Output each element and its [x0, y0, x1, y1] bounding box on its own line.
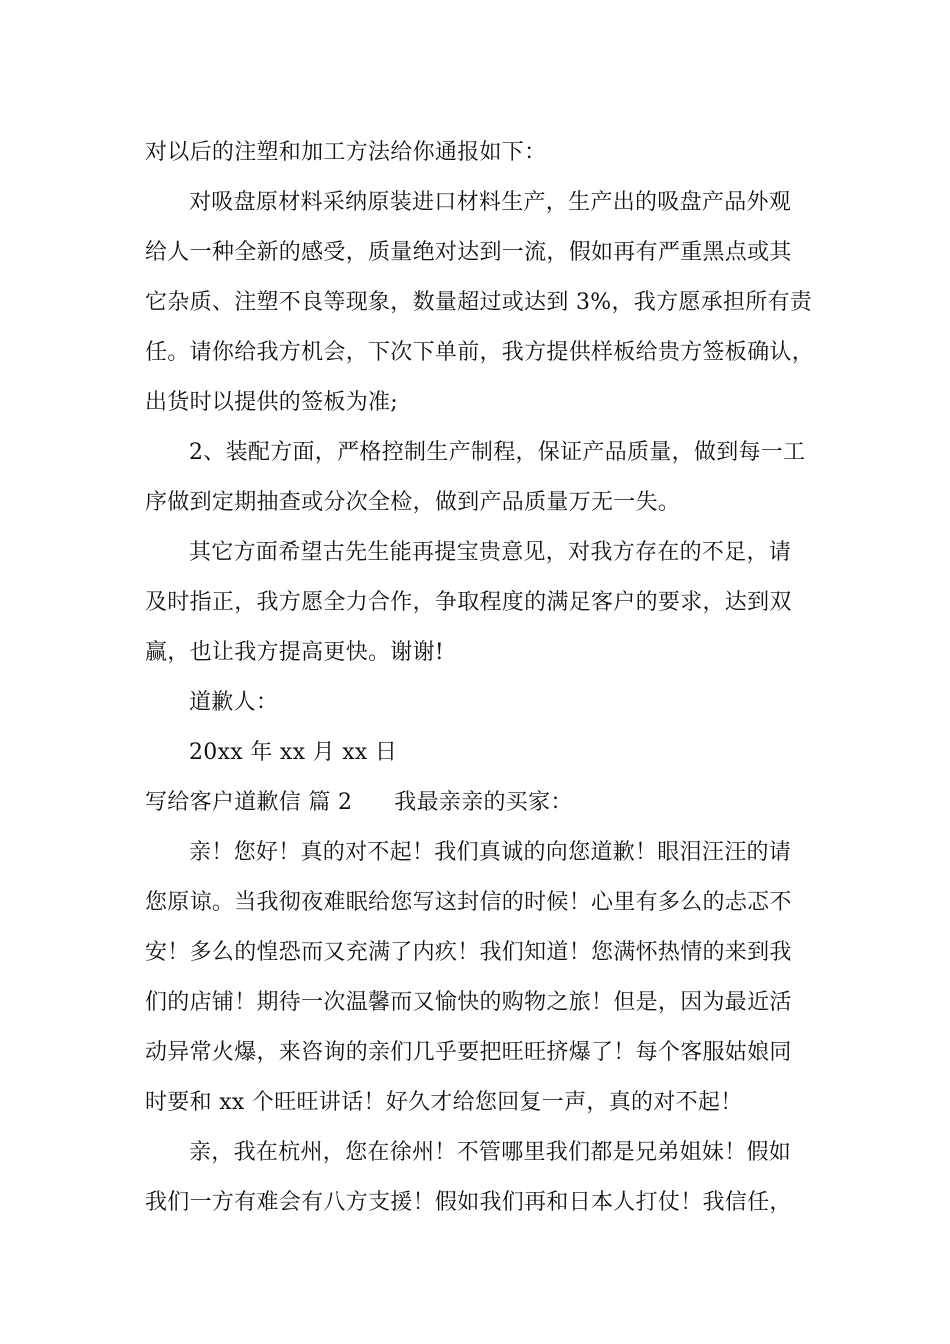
text-line: 您原谅。当我彻夜难眠给您写这封信的时候！心里有多么的忐忑不 [145, 890, 792, 915]
text-line: 们的店铺！期待一次温馨而又愉快的购物之旅！但是，因为最近活 [145, 990, 792, 1015]
text-line: 20xx 年 xx 月 xx 日 [189, 740, 398, 765]
section-heading-line [145, 778, 821, 828]
text-line: 它杂质、注塑不良等现象，数量超过或达到 3%，我方愿承担所有责 [145, 290, 813, 315]
text-line: 亲！您好！真的对不起！我们真诚的向您道歉！眼泪汪汪的请 [189, 840, 792, 865]
text-line: 我们一方有难会有八方支援！假如我们再和日本人打仗！我信任， [145, 1190, 792, 1215]
text-line: 及时指正，我方愿全力合作，争取程度的满足客户的要求，达到双 [145, 590, 792, 615]
text-line: 对以后的注塑和加工方法给你通报如下： [145, 140, 547, 165]
letter-body-part1 [145, 128, 821, 778]
text-line: 任。请你给我方机会，下次下单前，我方提供样板给贵方签板确认， [145, 340, 815, 365]
text-line: 动异常火爆，来咨询的亲们几乎要把旺旺挤爆了！每个客服姑娘同 [145, 1040, 792, 1065]
text-line: 安！多么的惶恐而又充满了内疚！我们知道！您满怀热情的来到我 [145, 940, 792, 965]
text-line: 给人一种全新的感受，质量绝对达到一流，假如再有严重黑点或其 [145, 240, 792, 265]
text-line: 出货时以提供的签板为准; [145, 390, 399, 415]
text-line: 2、装配方面，严格控制生产制程，保证产品质量，做到每一工 [189, 440, 806, 465]
salutation: 我最亲亲的买家： [394, 790, 573, 815]
document-page [145, 128, 821, 1228]
text-line: 赢，也让我方提高更快。谢谢! [145, 640, 445, 665]
text-line: 对吸盘原材料采纳原装进口材料生产，生产出的吸盘产品外观 [189, 190, 792, 215]
text-line: 亲，我在杭州，您在徐州！不管哪里我们都是兄弟姐妹！假如 [189, 1140, 792, 1165]
text-line: 时要和 xx 个旺旺讲话！好久才给您回复一声，真的对不起！ [145, 1090, 743, 1115]
text-line: 序做到定期抽查或分次全检，做到产品质量万无一失。 [145, 490, 681, 515]
section-title: 写给客户道歉信 篇 2 [145, 790, 353, 815]
letter-body-part2 [145, 828, 821, 1228]
text-line: 道歉人： [189, 690, 279, 715]
text-line: 其它方面希望古先生能再提宝贵意见，对我方存在的不足，请 [189, 540, 792, 565]
